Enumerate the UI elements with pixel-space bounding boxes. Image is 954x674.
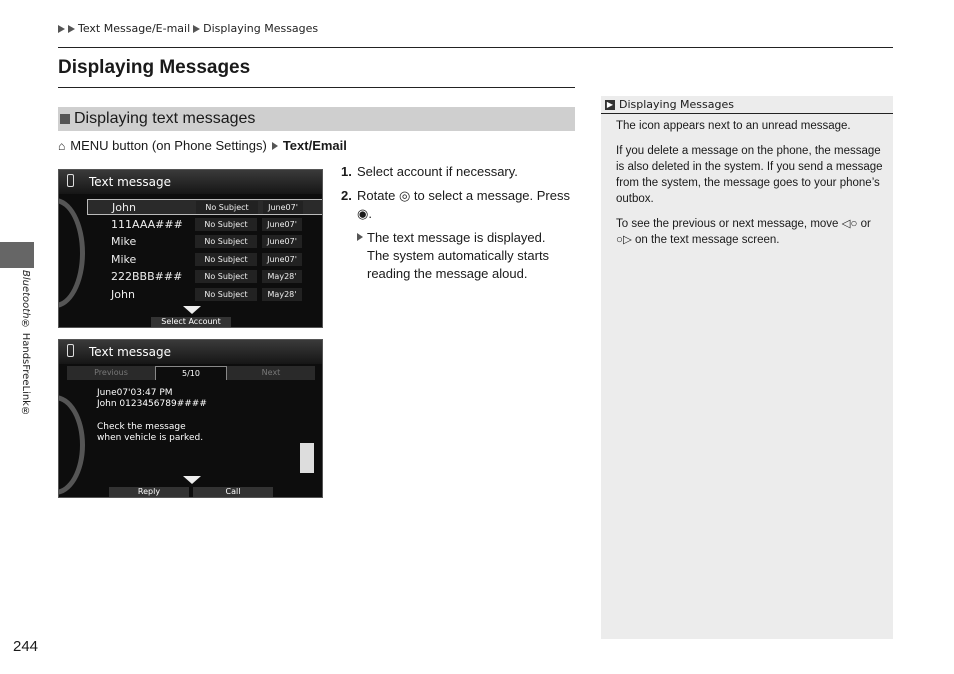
select-account-button[interactable]: Select Account <box>151 317 231 327</box>
tab-position: 5/10 <box>155 366 227 380</box>
message-row[interactable] <box>87 199 323 215</box>
message-row[interactable] <box>87 269 323 285</box>
message-row[interactable] <box>87 287 323 303</box>
square-icon <box>60 114 70 124</box>
message-subject: No Subject <box>195 235 257 248</box>
menu-path-prefix: MENU button (on Phone Settings) <box>70 138 267 153</box>
sender-name: 111AAA### <box>111 218 183 231</box>
notes-panel <box>601 96 893 639</box>
message-date: June07' <box>262 218 302 231</box>
result-text: The text message is displayed. The system automatically starts reading the message aloud. <box>367 230 550 281</box>
section-title: Displaying text messages <box>74 110 256 127</box>
sender-name: Mike <box>111 235 137 248</box>
breadcrumb <box>58 22 318 35</box>
scroll-down-icon[interactable] <box>183 476 201 484</box>
page-title: Displaying Messages <box>58 57 251 78</box>
step-text-part: to select a message. <box>413 188 534 203</box>
note-text-part: or <box>860 218 871 230</box>
message-text: Check the message <box>97 422 186 432</box>
press-knob-icon: ◉ <box>357 206 369 221</box>
step-number: 1. <box>341 164 352 179</box>
call-button[interactable]: Call <box>193 487 273 497</box>
rotate-knob-icon: ◎ <box>398 188 411 203</box>
menu-path-target: Text/Email <box>282 138 347 153</box>
reply-button[interactable]: Reply <box>109 487 189 497</box>
divider <box>58 87 575 88</box>
note-text-part: To see the previous or next message, move <box>616 218 839 230</box>
step-text-part: Press <box>536 188 570 203</box>
step-text-part: Rotate <box>357 188 396 203</box>
arrow-icon <box>357 233 363 241</box>
dial-arc <box>58 395 85 495</box>
page-number: 244 <box>13 638 39 655</box>
step-2 <box>341 187 571 223</box>
note-text-part: on the text message screen. <box>635 234 780 246</box>
tab-next[interactable]: Next <box>227 366 315 380</box>
dial-arc <box>58 198 85 308</box>
screen-title-bar <box>59 340 322 364</box>
message-sender: John 0123456789#### <box>97 399 207 409</box>
message-subject: No Subject <box>196 201 258 214</box>
screen-title: Text message <box>89 175 172 189</box>
section-header <box>58 107 575 131</box>
message-text: when vehicle is parked. <box>97 433 204 443</box>
note-paragraph: The icon appears next to an unread message. <box>616 120 851 132</box>
step-text: Select account if necessary. <box>357 164 518 179</box>
message-body <box>97 388 207 444</box>
message-detail-screen <box>58 339 323 498</box>
notes-heading <box>601 96 893 114</box>
notes-title: Displaying Messages <box>619 98 734 111</box>
message-date: June07' <box>262 235 302 248</box>
instruction-steps <box>341 163 571 283</box>
step-number: 2. <box>341 188 352 203</box>
notes-body <box>616 118 886 257</box>
note-paragraph: If you delete a message on the phone, the message is also deleted in the system. If you send a message from the system, the message goes to your phone’s outbox. <box>616 145 883 205</box>
tab-previous[interactable]: Previous <box>67 366 155 380</box>
sender-name: 222BBB### <box>111 270 183 283</box>
home-button-icon: ⌂ <box>58 138 66 153</box>
sender-name: John <box>112 201 136 214</box>
message-date: May28' <box>262 270 302 283</box>
read-aloud-icon[interactable] <box>300 443 314 473</box>
step-text <box>357 187 571 223</box>
arrow-icon <box>272 142 278 150</box>
arrow-icon <box>193 25 200 33</box>
sender-name: Mike <box>111 253 137 266</box>
chapter-tab <box>0 242 34 268</box>
phone-icon <box>67 344 74 357</box>
menu-path <box>58 138 347 153</box>
message-date: June07' <box>263 201 303 214</box>
arrow-icon <box>58 25 65 33</box>
arrow-icon <box>68 25 75 33</box>
message-tabs <box>59 366 322 380</box>
left-knob-icon: ◁○ <box>841 218 858 230</box>
step-result <box>357 229 571 283</box>
step-1 <box>341 163 571 181</box>
divider <box>58 47 893 48</box>
chapter-label-rest: ® HandsFreeLink® <box>20 318 31 417</box>
message-date: June07' <box>262 253 302 266</box>
message-row[interactable] <box>87 217 323 233</box>
breadcrumb-item[interactable]: Displaying Messages <box>203 22 319 35</box>
chapter-label-italic: Bluetooth <box>20 270 31 319</box>
screen-title-bar <box>59 170 322 194</box>
phone-icon <box>67 174 74 187</box>
right-knob-icon: ○▷ <box>616 234 632 246</box>
message-subject: No Subject <box>195 218 257 231</box>
message-timestamp: June07'03:47 PM <box>97 388 173 398</box>
scroll-down-icon[interactable] <box>183 306 201 314</box>
message-date: May28' <box>262 288 302 301</box>
note-paragraph <box>616 216 886 248</box>
message-row[interactable] <box>87 234 323 250</box>
message-subject: No Subject <box>195 270 257 283</box>
sender-name: John <box>111 288 135 301</box>
message-subject: No Subject <box>195 253 257 266</box>
message-subject: No Subject <box>195 288 257 301</box>
message-list-screen <box>58 169 323 328</box>
breadcrumb-item[interactable]: Text Message/E-mail <box>78 22 191 35</box>
message-row[interactable] <box>87 252 323 268</box>
step-text-part: . <box>368 206 372 221</box>
reference-arrow-icon: ▶ <box>606 99 614 109</box>
chapter-label <box>20 270 31 417</box>
screen-title: Text message <box>89 345 172 359</box>
